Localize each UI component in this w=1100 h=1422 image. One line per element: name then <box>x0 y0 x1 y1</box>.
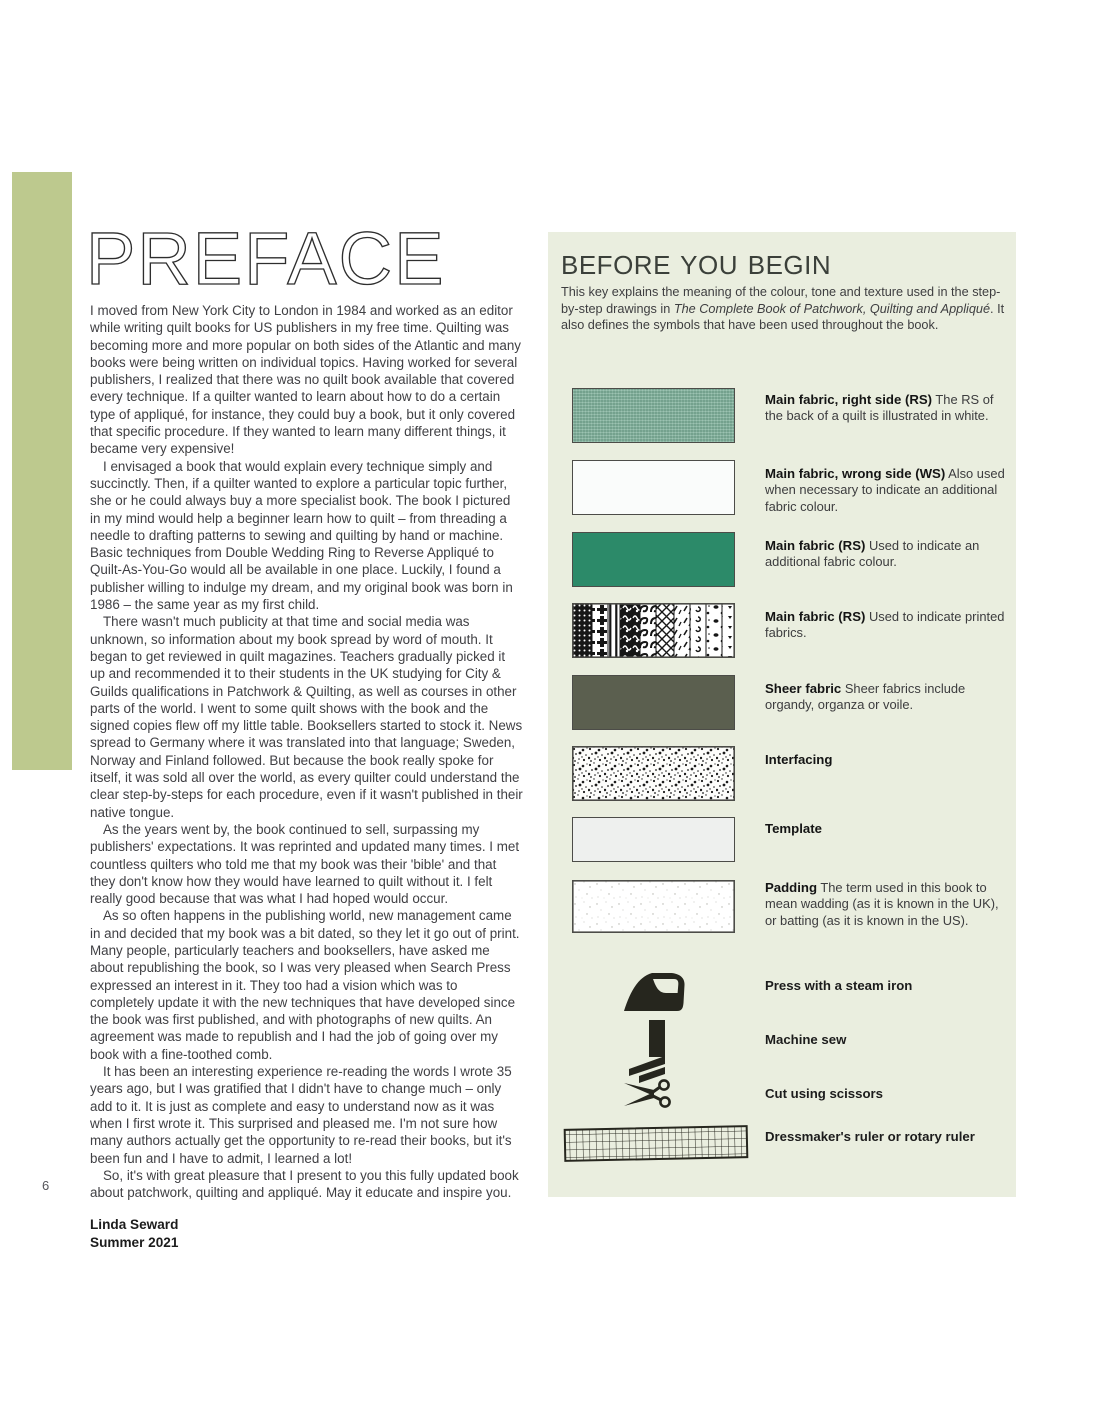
swatch-interfacing <box>572 746 735 801</box>
preface-title <box>86 222 446 300</box>
key-description: The term used in this book to mean wadding (as it is known in the UK), or batting (as it is known in the US). <box>765 880 999 928</box>
page-number: 6 <box>42 1178 50 1193</box>
signature-name: Linda Seward <box>90 1217 179 1233</box>
preface-body <box>90 302 523 1252</box>
panel-intro <box>561 284 1005 334</box>
key-label: Sheer fabric <box>765 681 842 696</box>
swatch-main-fabric-ws <box>572 460 735 515</box>
preface-title-text: PREFACE <box>86 222 446 300</box>
decorative-green-bar <box>12 172 72 770</box>
key-row-label <box>765 681 1013 714</box>
key-row-label <box>765 538 1013 571</box>
key-description: The RS of the back of a quilt is illustrated in white. <box>765 392 994 424</box>
symbol-label: Press with a steam iron <box>765 978 913 993</box>
intro-text: This key explains the meaning of the colour, tone and texture used in the step-by-step drawings in <box>561 285 1001 316</box>
symbol-label: Machine sew <box>765 1032 847 1047</box>
key-label: Main fabric (RS) <box>765 609 866 624</box>
preface-paragraph: So, it's with great pleasure that I present to you this fully updated book about patchwork, quilting and appliqué. May it educate and inspire you. <box>90 1167 519 1201</box>
preface-paragraph: There wasn't much publicity at that time and social media was unknown, so information about my book spread by word of mouth. It began to get reviewed in quilt magazines. Teachers gradually picked it up and recommended it to their students in the UK studying for City & Guilds qualifications in Patchwork & Quilting, as well as courses in other parts of the world. I went to some quilt shows with the book and the signed copies flew off my little table. Booksellers started to stock it. News spread to Germany where it was translated into that language; Sweden, Norway and Finland followed. But because the book really spoke for itself, it was sold all over the world, as every quilter could understand the clear step-by-steps for each procedure, even if it wasn't published in their native tongue. <box>90 614 523 820</box>
key-label: Main fabric, wrong side (WS) <box>765 466 946 481</box>
swatch-template <box>572 817 735 862</box>
signature-block <box>90 1216 523 1252</box>
swatch-main-fabric-rs-textured <box>572 388 735 443</box>
key-row-label <box>765 466 1013 515</box>
sewing-machine-foot-icon <box>627 1020 673 1084</box>
swatch-main-fabric-rs-solid <box>572 532 735 587</box>
key-description: Used to indicate an additional fabric colour. <box>765 538 980 570</box>
swatch-printed-fabric <box>572 603 735 658</box>
preface-paragraph: It has been an interesting experience re-reading the words I wrote 35 years ago, but I was gratified that I didn't have to change much – only add to it. It is just as complete and easy to understand now as it was when I first wrote it. This surprised and pleased me. I'm not sure how many authors actually get the opportunity to re-read their books, but it's been fun and I have to admit, I learned a lot! <box>90 1064 512 1166</box>
before-you-begin-panel <box>548 232 1016 1197</box>
key-row-label <box>765 752 1013 768</box>
key-label: Main fabric (RS) <box>765 538 866 553</box>
key-label: Template <box>765 821 822 836</box>
key-row-label <box>765 392 1013 425</box>
preface-paragraph: I envisaged a book that would explain every technique simply and succinctly. Then, if a quilter wanted to explore a particular topic further, she or he could always buy a more specialist book. The book I pictured in my mind would help a beginner learn how to quilt – from threading a needle to drafting patterns to sewing and quilting by hand or machine. Basic techniques from Double Wedding Ring to Reverse Appliqué to Quilt-As-You-Go would all be available in one place. Luckily, I found a publisher willing to indulge my dream, and my original book was born in 1986 – the same year as my first child. <box>90 458 513 613</box>
intro-text: . It also defines the symbols that have been used throughout the book. <box>561 301 1005 332</box>
preface-paragraph: As the years went by, the book continued to sell, surpassing my publishers' expectations. It was reprinted and updated many times. I met countless quilters who told me that my book was their 'bible' and that they don't know how they would have learned to quilt without it. I felt really good because that was what I had hoped would occur. <box>90 821 520 907</box>
key-label: Interfacing <box>765 752 833 767</box>
key-description: Sheer fabrics include organdy, organza or voile. <box>765 681 966 713</box>
steam-iron-icon <box>622 970 686 1014</box>
preface-paragraph: As so often happens in the publishing world, new management came in and decided that my book was a bit dated, so they let it go out of print. Many people, particularly teachers and booksellers, have asked me about republishing the book, so I was very pleased when Search Press expressed an interest in it. They too had a vision which was to completely update it with the new techniques that have developed since the book was first published, and with photographs of new quilts. An agreement was made to republish and I had the job of going over my book with a fine-toothed comb. <box>90 908 520 1062</box>
symbol-label: Cut using scissors <box>765 1086 883 1101</box>
scissors-icon <box>624 1078 674 1110</box>
key-description: Used to indicate printed fabrics. <box>765 609 1005 641</box>
key-row-label <box>765 609 1013 642</box>
key-row-label <box>765 880 1013 929</box>
key-row-label <box>765 821 1013 837</box>
swatch-padding <box>572 880 735 933</box>
symbol-label: Dressmaker's ruler or rotary ruler <box>765 1129 975 1144</box>
swatch-sheer-fabric <box>572 675 735 730</box>
preface-paragraph: I moved from New York City to London in 1984 and worked as an editor while writing quilt books for US publishers in my free time. Quilting was becoming more and more popular on both sides of the Atlantic and many books were being written on individual topics. Having worked for several publishers, I realized that there was no quilt book available that covered every technique. If a quilter wanted to learn about how to do a certain type of appliqué, for instance, they could buy a book, but it only covered that specific procedure. If they wanted to learn many different things, it became very expensive! <box>90 303 521 457</box>
panel-title: BEFORE YOU BEGIN <box>561 250 832 280</box>
key-label: Main fabric, right side (RS) <box>765 392 933 407</box>
signature-date: Summer 2021 <box>90 1235 179 1251</box>
key-label: Padding <box>765 880 818 895</box>
key-description: Also used when necessary to indicate an additional fabric colour. <box>765 466 1005 514</box>
intro-book-title: The Complete Book of Patchwork, Quilting and Appliqué <box>673 301 991 316</box>
grid-ruler-icon <box>563 1125 749 1163</box>
